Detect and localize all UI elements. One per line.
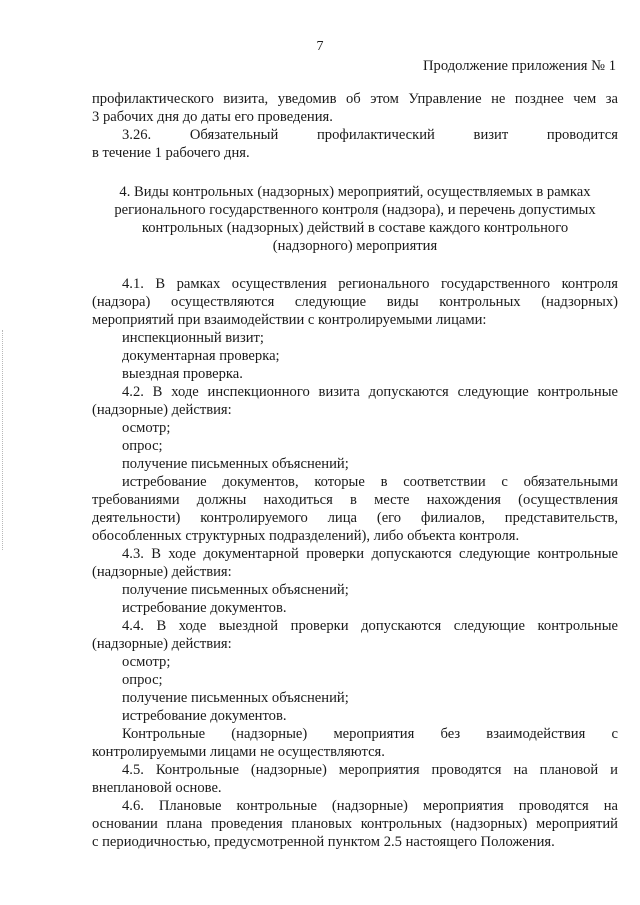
paragraph-line: (надзорные) действия:: [92, 636, 232, 652]
paragraph-line: истребование документов, которые в соответствии с обязательными: [122, 474, 618, 490]
heading-line: контрольных (надзорных) действий в составе каждого контрольного: [141, 220, 569, 236]
list-item: выездная проверка.: [122, 366, 243, 382]
clause-number: 3.26.: [122, 127, 152, 143]
paragraph-line: 4.6. Плановые контрольные (надзорные) мероприятия проводятся на: [122, 798, 618, 814]
heading-line: регионального государственного контроля (надзора), и перечень допустимых: [114, 202, 596, 218]
paragraph-line: (надзора) осуществляются следующие виды контрольных (надзорных): [92, 294, 618, 310]
page-number: 7: [316, 39, 324, 54]
paragraph-line: требованиями должны находиться в месте нахождения (осуществления: [92, 492, 618, 508]
paragraph-line: 4.2. В ходе инспекционного визита допускаются следующие контрольные: [122, 384, 618, 400]
word: Обязательный: [189, 127, 279, 143]
appendix-continuation: Продолжение приложения № 1: [423, 58, 616, 74]
binding-edge-marks: [2, 330, 5, 550]
word: профилактический: [316, 127, 435, 143]
paragraph-line: в течение 1 рабочего дня.: [92, 145, 250, 161]
paragraph-line: Контрольные (надзорные) мероприятия без взаимодействия с: [122, 726, 618, 742]
paragraph-line: 4.5. Контрольные (надзорные) мероприятия проводятся на плановой и: [122, 762, 618, 778]
section-heading: [92, 183, 618, 255]
paragraph-line: основании плана проведения плановых контрольных (надзорных) мероприятий: [92, 816, 618, 832]
list-item: инспекционный визит;: [122, 330, 264, 346]
word: проводится: [546, 127, 618, 143]
paragraph-line: обособленных структурных подразделений), либо объекта контроля.: [92, 528, 520, 544]
paragraph-line: 4.4. В ходе выездной проверки допускаются следующие контрольные: [122, 618, 618, 634]
paragraph-line: 4.1. В рамках осуществления регионального государственного контроля: [122, 276, 618, 292]
paragraph-line: 4.3. В ходе документарной проверки допускаются следующие контрольные: [122, 546, 618, 562]
paragraph-line: деятельности) контролируемого лица (его филиалов, представительств,: [92, 510, 618, 526]
heading-line: (надзорного) мероприятия: [272, 238, 438, 254]
paragraph-line: контролируемыми лицами не осуществляются.: [92, 744, 385, 760]
paragraph-line: внеплановой основе.: [92, 780, 222, 796]
list-item: осмотр;: [122, 420, 171, 436]
list-item: опрос;: [122, 438, 163, 454]
list-item: получение письменных объяснений;: [122, 456, 349, 472]
word: визит: [473, 127, 509, 143]
list-item: документарная проверка;: [122, 348, 280, 364]
paragraph-line: профилактического визита, уведомив об этом Управление не позднее чем за: [92, 91, 618, 107]
document-body: [92, 90, 618, 851]
list-item: истребование документов.: [122, 600, 287, 616]
list-item: получение письменных объяснений;: [122, 582, 349, 598]
paragraph-line: (надзорные) действия:: [92, 402, 232, 418]
paragraph-3-26: [92, 126, 618, 144]
list-item: получение письменных объяснений;: [122, 690, 349, 706]
paragraph-line: 3 рабочих дня до даты его проведения.: [92, 109, 333, 125]
list-item: осмотр;: [122, 654, 171, 670]
heading-line: 4. Виды контрольных (надзорных) мероприятий, осуществляемых в рамках: [119, 184, 591, 200]
paragraph-line: (надзорные) действия:: [92, 564, 232, 580]
paragraph-line: с периодичностью, предусмотренной пунктом 2.5 настоящего Положения.: [92, 834, 555, 850]
paragraph-line: мероприятий при взаимодействии с контролируемыми лицами:: [92, 312, 487, 328]
list-item: истребование документов.: [122, 708, 287, 724]
list-item: опрос;: [122, 672, 163, 688]
